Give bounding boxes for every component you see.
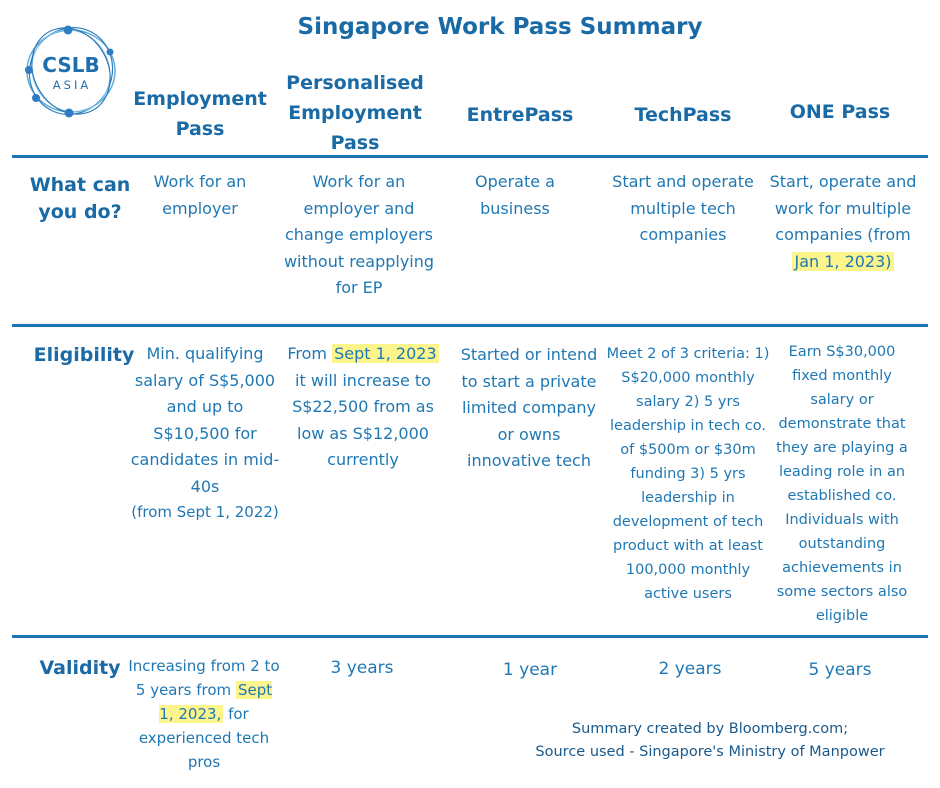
cell-eligibility-pep-post: it will increase to S$22,500 from as low as S$12,000 currently xyxy=(292,370,434,469)
column-header-personalised-employment-pass: Personalised Employment Pass xyxy=(286,72,424,154)
cell-eligibility-ep-note: (from Sept 1, 2022) xyxy=(131,503,279,521)
logo-text-asia: ASIA xyxy=(52,78,92,92)
cell-validity-entrepass: 1 year xyxy=(502,660,558,680)
cell-validity-one-pass: 5 years xyxy=(808,660,872,680)
cell-eligibility-ep-text: Min. qualifying salary of S$5,000 and up to S$10,500 for candidates in mid-40s xyxy=(130,344,280,496)
logo-text-cslb: CSLB xyxy=(42,53,100,77)
cell-what-techpass: Start and operate multiple tech companies xyxy=(612,172,754,244)
highlight-date: Sept 1, 2023 xyxy=(334,344,437,363)
page-title: Singapore Work Pass Summary xyxy=(297,14,703,40)
cell-what-one-pass xyxy=(768,169,918,275)
cell-eligibility-one-pass: Earn S$30,000 fixed monthly salary or demonstrate that they are playing a leading role in an established co. Individuals with outstanding achievements in some sectors also eligible xyxy=(776,344,908,624)
cell-eligibility-pep xyxy=(282,341,444,474)
divider-eligibility xyxy=(12,635,928,638)
cell-what-one-pass-text: Start, operate and work for multiple companies (from xyxy=(769,172,917,244)
cell-validity-ep-post: for experienced tech pros xyxy=(138,705,270,771)
cell-validity-pep: 3 years xyxy=(330,658,394,678)
cell-what-entrepass: Operate a business xyxy=(475,172,555,218)
cell-validity-ep xyxy=(128,654,280,774)
source-note-line-1: Summary created by Bloomberg.com; xyxy=(571,721,849,737)
cell-eligibility-ep xyxy=(130,341,280,524)
cell-what-pep: Work for an employer and change employers without reapplying for EP xyxy=(283,172,435,297)
cslb-asia-logo xyxy=(22,22,120,120)
cell-validity-ep-pre: Increasing from 2 to 5 years from xyxy=(128,657,280,699)
column-header-entrepass: EntrePass xyxy=(466,104,574,126)
highlight-date: Sept 1, 2023, xyxy=(159,681,273,723)
cell-eligibility-pep-pre: From xyxy=(287,344,327,363)
column-header-one-pass: ONE Pass xyxy=(789,101,891,123)
divider-header xyxy=(12,155,928,158)
highlight-date: Jan 1, 2023) xyxy=(794,251,892,271)
divider-what xyxy=(12,324,928,327)
logo-graphic xyxy=(22,22,120,120)
cell-eligibility-techpass: Meet 2 of 3 criteria: 1) S$20,000 monthly salary 2) 5 yrs leadership in tech co. of $500m or $30m funding 3) 5 yrs leadership in development of tech product with at least 100,000 monthly active users xyxy=(606,346,770,602)
column-header-techpass: TechPass xyxy=(634,104,732,126)
row-label-validity: Validity xyxy=(39,657,121,679)
cell-what-ep: Work for an employer xyxy=(153,172,247,218)
cell-eligibility-entrepass: Started or intend to start a private limited company or owns innovative tech xyxy=(460,345,598,470)
row-label-eligibility: Eligibility xyxy=(33,344,135,366)
column-header-employment-pass: Employment Pass xyxy=(133,88,267,140)
source-note xyxy=(500,718,920,764)
cell-validity-techpass: 2 years xyxy=(658,659,722,679)
row-label-what-can-you-do: What can you do? xyxy=(29,174,131,223)
source-note-line-2: Source used - Singapore's Ministry of Manpower xyxy=(535,744,885,760)
